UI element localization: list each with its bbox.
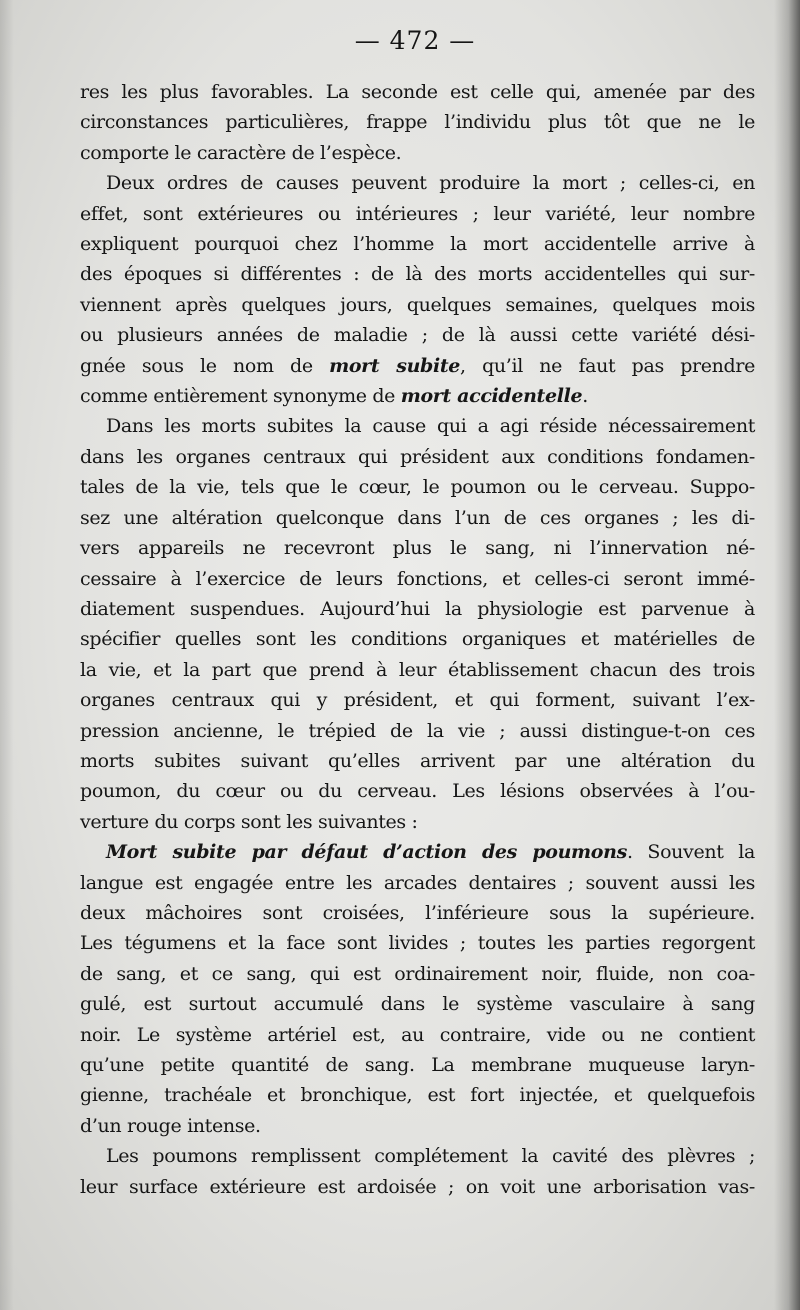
text-line: verture du corps sont les suivantes : [80,810,418,833]
text-line: res les plus favorables. La seconde est celle qui, amenée par des [80,81,755,103]
text-run: gnée sous le nom de [80,354,330,377]
text-line: leur surface extérieure est ardoisée ; on voit une arborisation vas- [80,1175,755,1198]
text-run: . Souvent la [626,841,755,864]
text-line [80,381,755,411]
text-line: d’un rouge intense. [80,1114,261,1137]
text-line: Dans les morts subites la cause qui a agi réside nécessairement [106,415,755,438]
text-line: noir. Le système artériel est, au contraire, vide ou ne contient [80,1023,755,1046]
text-line: viennent après quelques jours, quelques semaines, quelques mois [80,293,755,316]
text-line: Deux ordres de causes peuvent produire la mort ; celles-ci, en [106,172,755,195]
text-line: deux mâchoires sont croisées, l’inférieure sous la supérieure. [80,901,755,924]
text-line: gienne, trachéale et bronchique, est fort injectée, et quelquefois [80,1084,755,1107]
text-line: comporte le caractère de l’espèce. [80,141,402,164]
text-line: tales de la vie, tels que le cœur, le poumon ou le cerveau. Suppo- [80,476,755,499]
text-line [80,351,755,381]
italic-heading: Mort subite par défaut d’action des poumons [106,841,627,864]
text-line [80,837,755,867]
text-line: effet, sont extérieures ou intérieures ; leur variété, leur nombre [80,202,755,225]
text-line: pression ancienne, le trépied de la vie ; aussi distingue-t-on ces [80,719,755,742]
text-line: la vie, et la part que prend à leur établissement chacun des trois [80,658,755,681]
text-line: organes centraux qui y président, et qui forment, suivant l’ex- [80,689,755,712]
page-edge-shadow-left [0,0,14,1310]
italic-term: mort accidentelle [400,385,583,408]
body-text [80,77,755,1202]
text-line: gulé, est surtout accumulé dans le système vasculaire à sang [80,993,755,1016]
text-run: . [582,385,588,408]
text-line: cessaire à l’exercice de leurs fonctions, et celles-ci seront immé- [80,567,755,590]
text-line: poumon, du cœur ou du cerveau. Les lésions observées à l’ou- [80,780,755,803]
text-line: circonstances particulières, frappe l’individu plus tôt que ne le [80,111,755,134]
italic-term: mort subite [329,354,461,377]
text-line: diatement suspendues. Aujourd’hui la physiologie est parvenue à [80,597,755,620]
text-line: qu’une petite quantité de sang. La membrane muqueuse laryn- [80,1054,755,1076]
text-run: comme entièrement synonyme de [80,385,401,408]
text-run: , qu’il ne faut pas prendre [460,354,755,377]
text-line: vers appareils ne recevront plus le sang, ni l’innervation né- [80,537,755,560]
text-line: ou plusieurs années de maladie ; de là aussi cette variété dési- [80,324,755,347]
text-line: expliquent pourquoi chez l’homme la mort accidentelle arrive à [80,233,755,256]
text-line: des époques si différentes : de là des morts accidentelles qui sur- [80,263,755,286]
text-line: Les tégumens et la face sont livides ; toutes les parties regorgent [80,932,755,955]
text-line: spécifier quelles sont les conditions organiques et matérielles de [80,628,755,651]
page-number: — 472 — [354,26,476,55]
text-line: morts subites suivant qu’elles arrivent par une altération du [80,749,755,772]
page-edge-shadow-right [774,0,800,1310]
text-line: langue est engagée entre les arcades dentaires ; souvent aussi les [80,871,755,894]
text-line: de sang, et ce sang, qui est ordinairement noir, fluide, non coa- [80,962,755,985]
text-line: Les poumons remplissent complétement la cavité des plèvres ; [106,1145,755,1168]
text-line: sez une altération quelconque dans l’un de ces organes ; les di- [80,506,755,529]
text-line: dans les organes centraux qui président aux conditions fondamen- [80,445,755,468]
